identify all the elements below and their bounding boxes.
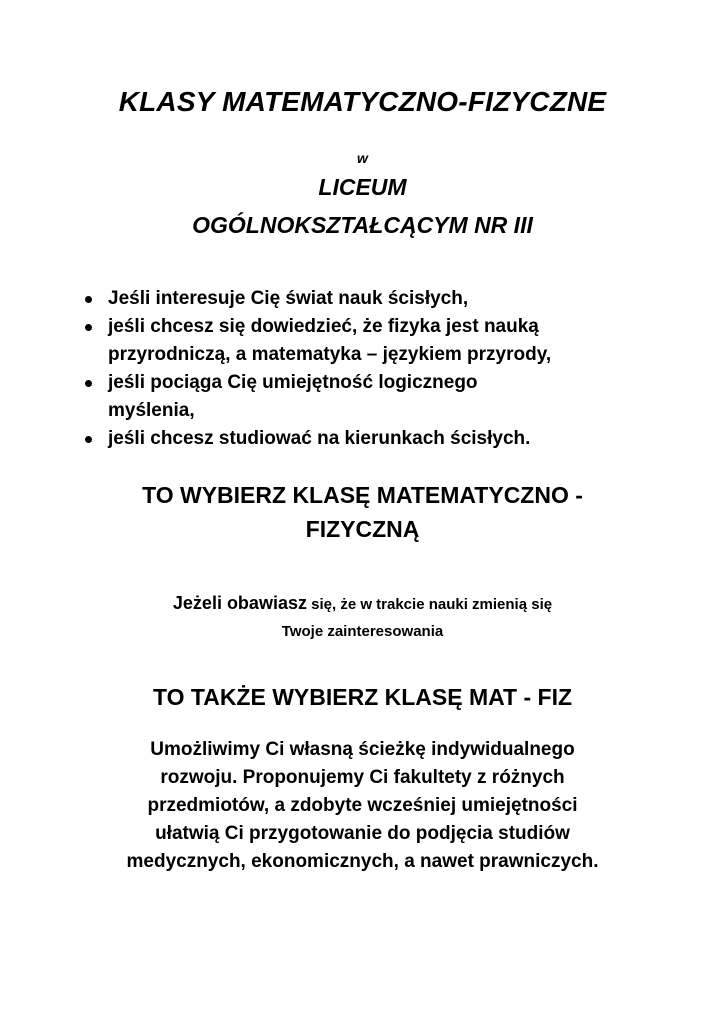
reason-item xyxy=(85,369,685,425)
bullet-dot-icon xyxy=(85,436,92,443)
reason-text: przyrodniczą, a matematyka – językiem przyrody, xyxy=(108,344,552,365)
reason-text: jeśli chcesz studiować na kierunkach ścisłych. xyxy=(108,428,531,449)
offer-line: rozwoju. Proponujemy Ci fakultety z różnych xyxy=(160,767,565,788)
reason-text: Jeśli interesuje Cię świat nauk ścisłych, xyxy=(108,288,469,309)
worry-rest: się, że w trakcie nauki zmienią się xyxy=(306,596,553,613)
bullet-dot-icon xyxy=(85,380,92,387)
reason-text: jeśli chcesz się dowiedzieć, że fizyka jest nauką xyxy=(108,316,539,337)
reason-text: jeśli pociąga Cię umiejętność logicznego xyxy=(108,372,478,393)
offer-line: medycznych, ekonomicznych, a nawet prawniczych. xyxy=(126,851,599,872)
reason-item xyxy=(85,313,685,369)
bullet-dot-icon xyxy=(85,324,92,331)
offer-line: ułatwią Ci przygotowanie do podjęcia studiów xyxy=(155,823,570,844)
second-call-to-action-heading: TO TAKŻE WYBIERZ KLASĘ MAT - FIZ xyxy=(152,684,573,710)
school-name-line-2: OGÓLNOKSZTAŁCĄCYM NR III xyxy=(192,212,533,238)
reason-item xyxy=(85,425,685,453)
reason-item xyxy=(85,285,685,313)
call-to-action-heading xyxy=(0,478,725,546)
offer-line: przedmiotów, a zdobyte wcześniej umiejętności xyxy=(147,795,578,816)
worry-line-2: Twoje zainteresowania xyxy=(281,623,444,640)
worry-lead: Jeżeli obawiasz xyxy=(172,593,307,613)
bullet-dot-icon xyxy=(85,296,92,303)
worry-paragraph xyxy=(0,590,725,645)
school-name-line-1: LICEUM xyxy=(318,174,407,200)
reasons-list xyxy=(85,285,685,453)
main-title: KLASY MATEMATYCZNO-FIZYCZNE xyxy=(118,86,607,117)
offer-paragraph xyxy=(0,736,725,876)
call-to-action-line-1: TO WYBIERZ KLASĘ MATEMATYCZNO - xyxy=(142,482,583,508)
title-connector: w xyxy=(357,150,368,166)
reason-text: myślenia, xyxy=(108,400,195,421)
call-to-action-line-2: FIZYCZNĄ xyxy=(305,516,420,542)
offer-line: Umożliwimy Ci własną ścieżkę indywidualnego xyxy=(150,739,575,760)
